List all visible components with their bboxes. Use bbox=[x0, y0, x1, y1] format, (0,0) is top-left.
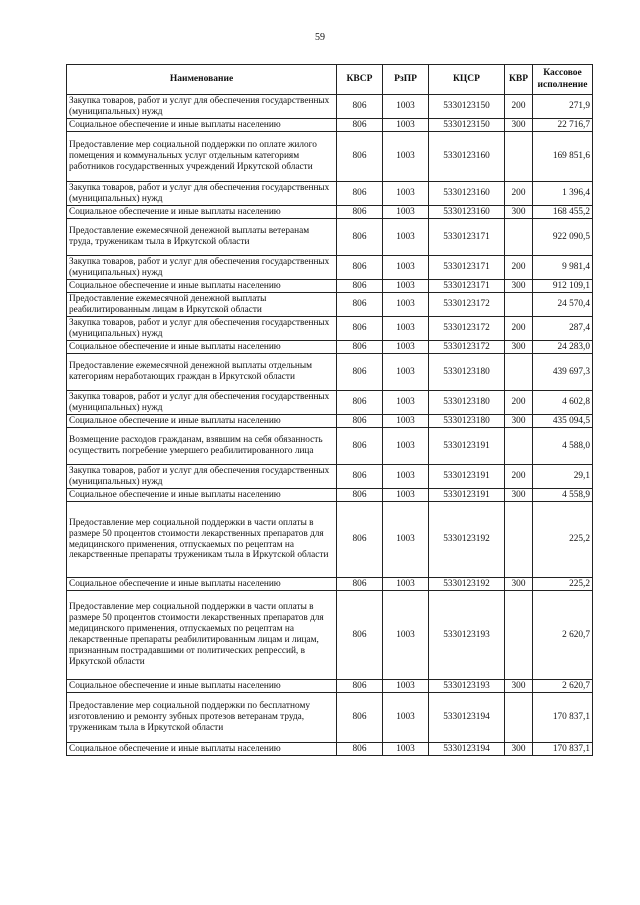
cell-rzpr: 1003 bbox=[383, 743, 429, 756]
table-header-row bbox=[67, 65, 593, 95]
cell-name: Предоставление мер социальной поддержки по бесплатному изготовлению и ремонту зубных протезов ветеранам труда, труженикам тыла в Иркутской области bbox=[67, 693, 337, 743]
cell-kcsr: 5330123180 bbox=[429, 354, 505, 391]
cell-name: Предоставление ежемесячной денежной выплаты ветеранам труда, труженикам тыла в Иркутской области bbox=[67, 219, 337, 256]
cell-kvr bbox=[505, 132, 533, 182]
cell-kvr: 300 bbox=[505, 743, 533, 756]
cell-kvr: 200 bbox=[505, 465, 533, 489]
header-rzpr: РзПР bbox=[383, 65, 429, 95]
cell-kcsr: 5330123192 bbox=[429, 578, 505, 591]
cell-name: Социальное обеспечение и иные выплаты населению bbox=[67, 341, 337, 354]
cell-kvsr: 806 bbox=[337, 182, 383, 206]
cell-amount: 287,4 bbox=[533, 317, 593, 341]
cell-kvr bbox=[505, 293, 533, 317]
cell-kvsr: 806 bbox=[337, 206, 383, 219]
cell-name: Социальное обеспечение и иные выплаты населению bbox=[67, 578, 337, 591]
cell-rzpr: 1003 bbox=[383, 415, 429, 428]
table-row bbox=[67, 391, 593, 415]
cell-name: Социальное обеспечение и иные выплаты населению bbox=[67, 743, 337, 756]
cell-kcsr: 5330123194 bbox=[429, 693, 505, 743]
cell-amount: 170 837,1 bbox=[533, 743, 593, 756]
cell-name: Социальное обеспечение и иные выплаты населению bbox=[67, 119, 337, 132]
cell-amount: 2 620,7 bbox=[533, 591, 593, 680]
cell-kvsr: 806 bbox=[337, 119, 383, 132]
cell-kvr bbox=[505, 354, 533, 391]
table-row bbox=[67, 206, 593, 219]
cell-kcsr: 5330123180 bbox=[429, 415, 505, 428]
cell-amount: 170 837,1 bbox=[533, 693, 593, 743]
cell-rzpr: 1003 bbox=[383, 206, 429, 219]
cell-kvsr: 806 bbox=[337, 293, 383, 317]
cell-kvsr: 806 bbox=[337, 743, 383, 756]
cell-amount: 2 620,7 bbox=[533, 680, 593, 693]
cell-rzpr: 1003 bbox=[383, 489, 429, 502]
table-row bbox=[67, 680, 593, 693]
cell-kcsr: 5330123194 bbox=[429, 743, 505, 756]
cell-rzpr: 1003 bbox=[383, 293, 429, 317]
cell-kcsr: 5330123192 bbox=[429, 502, 505, 578]
cell-kvr: 200 bbox=[505, 256, 533, 280]
cell-name: Закупка товаров, работ и услуг для обеспечения государственных (муниципальных) нужд bbox=[67, 317, 337, 341]
cell-amount: 4 558,9 bbox=[533, 489, 593, 502]
cell-amount: 168 455,2 bbox=[533, 206, 593, 219]
cell-kvsr: 806 bbox=[337, 256, 383, 280]
cell-rzpr: 1003 bbox=[383, 341, 429, 354]
cell-rzpr: 1003 bbox=[383, 119, 429, 132]
cell-kcsr: 5330123160 bbox=[429, 132, 505, 182]
table-row bbox=[67, 256, 593, 280]
table-row bbox=[67, 119, 593, 132]
table-row bbox=[67, 293, 593, 317]
cell-kcsr: 5330123172 bbox=[429, 317, 505, 341]
cell-kvsr: 806 bbox=[337, 354, 383, 391]
table-row bbox=[67, 465, 593, 489]
cell-kcsr: 5330123150 bbox=[429, 119, 505, 132]
table-row bbox=[67, 591, 593, 680]
cell-rzpr: 1003 bbox=[383, 280, 429, 293]
cell-name: Социальное обеспечение и иные выплаты населению bbox=[67, 206, 337, 219]
cell-kvr bbox=[505, 219, 533, 256]
header-kcsr: КЦСР bbox=[429, 65, 505, 95]
cell-amount: 22 716,7 bbox=[533, 119, 593, 132]
cell-kvr: 300 bbox=[505, 206, 533, 219]
cell-amount: 271,9 bbox=[533, 95, 593, 119]
cell-amount: 435 094,5 bbox=[533, 415, 593, 428]
cell-amount: 24 570,4 bbox=[533, 293, 593, 317]
cell-amount: 24 283,0 bbox=[533, 341, 593, 354]
cell-kvr: 300 bbox=[505, 341, 533, 354]
cell-amount: 169 851,6 bbox=[533, 132, 593, 182]
table-row bbox=[67, 219, 593, 256]
cell-rzpr: 1003 bbox=[383, 680, 429, 693]
cell-kcsr: 5330123172 bbox=[429, 293, 505, 317]
header-kvr: КВР bbox=[505, 65, 533, 95]
cell-kcsr: 5330123191 bbox=[429, 465, 505, 489]
table-row bbox=[67, 132, 593, 182]
cell-kvsr: 806 bbox=[337, 428, 383, 465]
cell-rzpr: 1003 bbox=[383, 95, 429, 119]
table-row bbox=[67, 578, 593, 591]
cell-rzpr: 1003 bbox=[383, 465, 429, 489]
cell-name: Предоставление ежемесячной денежной выплаты отдельным категориям неработающих граждан в Иркутской области bbox=[67, 354, 337, 391]
cell-name: Социальное обеспечение и иные выплаты населению bbox=[67, 415, 337, 428]
page-number: 59 bbox=[315, 32, 325, 43]
table-row bbox=[67, 280, 593, 293]
cell-rzpr: 1003 bbox=[383, 317, 429, 341]
cell-kcsr: 5330123193 bbox=[429, 591, 505, 680]
header-amount: Кассовое исполнение bbox=[533, 65, 593, 95]
cell-name: Предоставление ежемесячной денежной выплаты реабилитированным лицам в Иркутской области bbox=[67, 293, 337, 317]
cell-kvsr: 806 bbox=[337, 578, 383, 591]
table-row bbox=[67, 182, 593, 206]
cell-rzpr: 1003 bbox=[383, 578, 429, 591]
cell-kcsr: 5330123191 bbox=[429, 428, 505, 465]
cell-name: Предоставление мер социальной поддержки по оплате жилого помещения и коммунальных услуг отдельным категориям работников государственных учреждений Иркутской области bbox=[67, 132, 337, 182]
cell-kcsr: 5330123150 bbox=[429, 95, 505, 119]
table-row bbox=[67, 317, 593, 341]
cell-rzpr: 1003 bbox=[383, 693, 429, 743]
cell-name: Закупка товаров, работ и услуг для обеспечения государственных (муниципальных) нужд bbox=[67, 465, 337, 489]
cell-kvsr: 806 bbox=[337, 415, 383, 428]
cell-kvsr: 806 bbox=[337, 502, 383, 578]
cell-name: Социальное обеспечение и иные выплаты населению bbox=[67, 489, 337, 502]
cell-kvsr: 806 bbox=[337, 693, 383, 743]
table-row bbox=[67, 428, 593, 465]
cell-name: Закупка товаров, работ и услуг для обеспечения государственных (муниципальных) нужд bbox=[67, 182, 337, 206]
cell-kvr: 300 bbox=[505, 119, 533, 132]
cell-kvsr: 806 bbox=[337, 341, 383, 354]
cell-rzpr: 1003 bbox=[383, 428, 429, 465]
cell-kvsr: 806 bbox=[337, 280, 383, 293]
cell-kcsr: 5330123180 bbox=[429, 391, 505, 415]
cell-kcsr: 5330123172 bbox=[429, 341, 505, 354]
cell-name: Социальное обеспечение и иные выплаты населению bbox=[67, 280, 337, 293]
cell-rzpr: 1003 bbox=[383, 182, 429, 206]
cell-name: Закупка товаров, работ и услуг для обеспечения государственных (муниципальных) нужд bbox=[67, 391, 337, 415]
cell-kcsr: 5330123193 bbox=[429, 680, 505, 693]
cell-kvsr: 806 bbox=[337, 219, 383, 256]
cell-amount: 29,1 bbox=[533, 465, 593, 489]
cell-kvsr: 806 bbox=[337, 132, 383, 182]
table-row bbox=[67, 341, 593, 354]
cell-kvsr: 806 bbox=[337, 591, 383, 680]
cell-name: Социальное обеспечение и иные выплаты населению bbox=[67, 680, 337, 693]
cell-kcsr: 5330123191 bbox=[429, 489, 505, 502]
cell-kcsr: 5330123171 bbox=[429, 256, 505, 280]
table-row bbox=[67, 489, 593, 502]
header-name: Наименование bbox=[67, 65, 337, 95]
cell-amount: 439 697,3 bbox=[533, 354, 593, 391]
cell-rzpr: 1003 bbox=[383, 354, 429, 391]
cell-amount: 9 981,4 bbox=[533, 256, 593, 280]
cell-amount: 1 396,4 bbox=[533, 182, 593, 206]
table-row bbox=[67, 415, 593, 428]
cell-name: Предоставление мер социальной поддержки в части оплаты в размере 50 процентов стоимости лекарственных препаратов для медицинского применения, отпускаемых по рецептам на лекарственные препараты труженикам тыла в Иркутской области bbox=[67, 502, 337, 578]
cell-kvr: 200 bbox=[505, 182, 533, 206]
header-kvsr: КВСР bbox=[337, 65, 383, 95]
cell-name: Закупка товаров, работ и услуг для обеспечения государственных (муниципальных) нужд bbox=[67, 256, 337, 280]
cell-kvr: 300 bbox=[505, 489, 533, 502]
cell-rzpr: 1003 bbox=[383, 391, 429, 415]
cell-amount: 225,2 bbox=[533, 578, 593, 591]
cell-kvr: 200 bbox=[505, 391, 533, 415]
cell-kvsr: 806 bbox=[337, 465, 383, 489]
cell-kvsr: 806 bbox=[337, 391, 383, 415]
cell-kvr bbox=[505, 502, 533, 578]
table-row bbox=[67, 502, 593, 578]
table-row bbox=[67, 95, 593, 119]
cell-kcsr: 5330123160 bbox=[429, 182, 505, 206]
cell-kvr bbox=[505, 693, 533, 743]
cell-amount: 912 109,1 bbox=[533, 280, 593, 293]
table-body bbox=[67, 95, 593, 756]
cell-name: Закупка товаров, работ и услуг для обеспечения государственных (муниципальных) нужд bbox=[67, 95, 337, 119]
cell-kvr: 200 bbox=[505, 95, 533, 119]
cell-amount: 922 090,5 bbox=[533, 219, 593, 256]
cell-kvr bbox=[505, 591, 533, 680]
cell-amount: 4 588,0 bbox=[533, 428, 593, 465]
cell-kvsr: 806 bbox=[337, 489, 383, 502]
cell-kvr: 300 bbox=[505, 280, 533, 293]
cell-kcsr: 5330123160 bbox=[429, 206, 505, 219]
table-row bbox=[67, 743, 593, 756]
cell-rzpr: 1003 bbox=[383, 219, 429, 256]
cell-amount: 225,2 bbox=[533, 502, 593, 578]
cell-rzpr: 1003 bbox=[383, 502, 429, 578]
table-row bbox=[67, 693, 593, 743]
cell-kvsr: 806 bbox=[337, 317, 383, 341]
cell-kvsr: 806 bbox=[337, 680, 383, 693]
cell-amount: 4 602,8 bbox=[533, 391, 593, 415]
cell-kcsr: 5330123171 bbox=[429, 280, 505, 293]
cell-rzpr: 1003 bbox=[383, 132, 429, 182]
cell-kvsr: 806 bbox=[337, 95, 383, 119]
cell-rzpr: 1003 bbox=[383, 256, 429, 280]
cell-kvr bbox=[505, 428, 533, 465]
cell-name: Предоставление мер социальной поддержки в части оплаты в размере 50 процентов стоимости лекарственных препаратов для медицинского применения, отпускаемых по рецептам на лекарственные препараты реабилитированным лицам и лицам, признанным пострадавшими от политических репрессий, в Иркутской области bbox=[67, 591, 337, 680]
cell-name: Возмещение расходов гражданам, взявшим на себя обязанность осуществить погребение умершего реабилитированного лица bbox=[67, 428, 337, 465]
cell-rzpr: 1003 bbox=[383, 591, 429, 680]
cell-kvr: 300 bbox=[505, 578, 533, 591]
cell-kvr: 200 bbox=[505, 317, 533, 341]
table-row bbox=[67, 354, 593, 391]
cell-kvr: 300 bbox=[505, 680, 533, 693]
cell-kcsr: 5330123171 bbox=[429, 219, 505, 256]
budget-table bbox=[66, 64, 593, 756]
cell-kvr: 300 bbox=[505, 415, 533, 428]
